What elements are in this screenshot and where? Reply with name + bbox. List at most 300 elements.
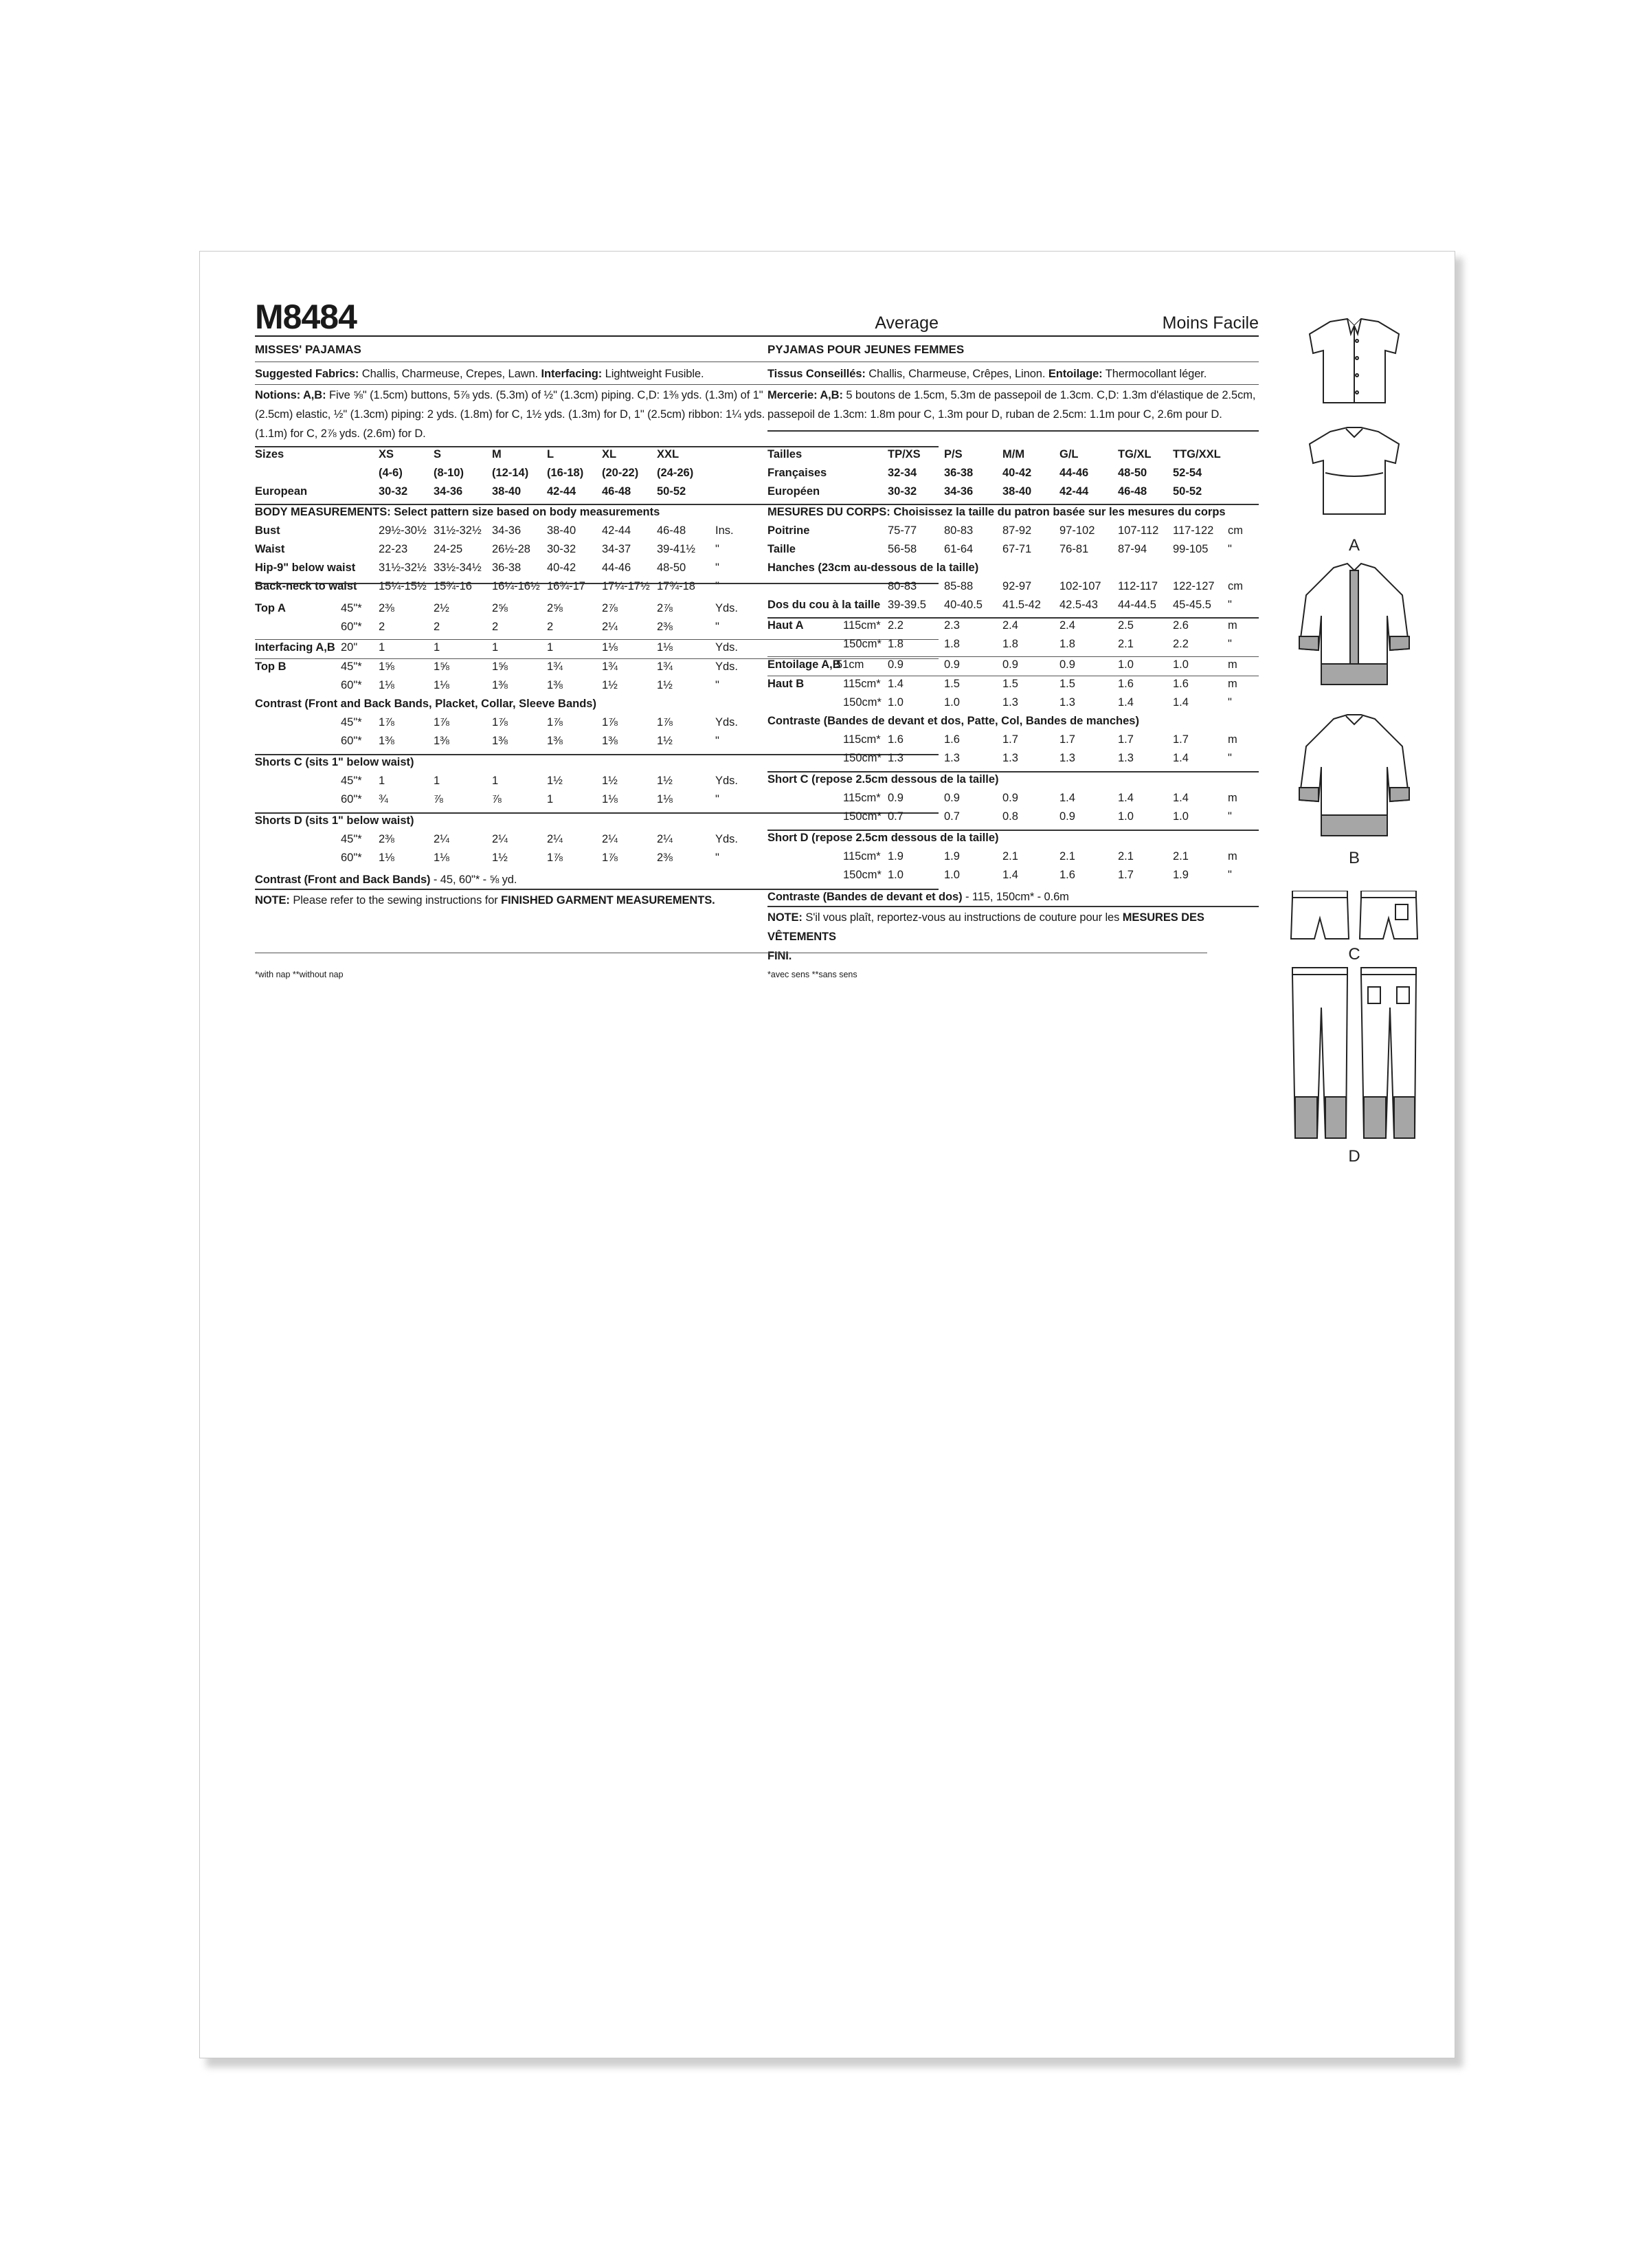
table-row — [767, 733, 1259, 753]
row-label: Interfacing A,B — [255, 641, 335, 654]
table-cell: 39-41½ — [657, 543, 695, 555]
fabric-width: 45"* — [341, 602, 362, 614]
table-cell: 87-92 — [1002, 524, 1032, 537]
table-cell: 42-44 — [602, 524, 631, 537]
note-en — [255, 891, 715, 910]
note-text: S'il vous plaît, reportez-vous au instructions de couture pour les — [802, 911, 1123, 924]
unit: cm — [1228, 524, 1243, 537]
unit: " — [1228, 869, 1232, 881]
table-row — [767, 752, 1259, 771]
table-cell: 1½ — [547, 775, 563, 787]
table-cell: 1½ — [657, 775, 673, 787]
title-en: MISSES' PAJAMAS — [255, 343, 361, 356]
row-label: Bust — [255, 524, 280, 537]
unit: " — [1228, 696, 1232, 709]
table-cell: 1⅝ — [434, 660, 449, 673]
fabric-width: 45"* — [341, 775, 362, 787]
table-cell: 1 — [379, 775, 385, 787]
table-cell: 2 — [547, 621, 554, 633]
table-cell: 2.3 — [944, 619, 960, 632]
table-cell: 1 — [434, 775, 440, 787]
table-cell: 97-102 — [1059, 524, 1095, 537]
table-cell: 1 — [547, 641, 554, 654]
note-label: NOTE: — [255, 894, 290, 907]
table-row — [767, 543, 1259, 562]
tailles-row — [767, 448, 1259, 467]
table-cell: 102-107 — [1059, 580, 1101, 592]
notions-label: Notions: A,B: — [255, 389, 326, 401]
view-illustrations — [1272, 293, 1437, 987]
table-cell: 75-77 — [888, 524, 917, 537]
table-cell: 1.3 — [944, 752, 960, 764]
unit: " — [715, 621, 719, 633]
fabric-width: 150cm* — [843, 696, 882, 709]
pattern-code: M8484 — [255, 298, 357, 336]
table-cell: 1.8 — [944, 638, 960, 650]
table-cell: 26½-28 — [492, 543, 530, 555]
table-cell: 1.9 — [888, 850, 904, 863]
table-cell: 1⅛ — [434, 852, 449, 864]
divider — [767, 656, 1259, 657]
table-cell: 2.1 — [1173, 850, 1189, 863]
table-cell: 1.9 — [1173, 869, 1189, 881]
table-cell: 1.3 — [1059, 696, 1075, 709]
table-cell: 2.1 — [1059, 850, 1075, 863]
table-cell: 33½-34½ — [434, 562, 482, 574]
table-cell: 36-38 — [492, 562, 521, 574]
table-cell: 48-50 — [657, 562, 686, 574]
table-cell: 99-105 — [1173, 543, 1209, 555]
difficulty-fr: Moins Facile — [1162, 313, 1259, 333]
table-cell: 2¼ — [547, 833, 563, 845]
table-cell: 29½-30½ — [379, 524, 427, 537]
contrast-heading: Contrast (Front and Back Bands, Placket, Collar, Sleeve Bands) — [255, 698, 596, 710]
unit: Yds. — [715, 641, 739, 654]
table-cell: 1.5 — [1059, 678, 1075, 690]
table-cell: 31½-32½ — [434, 524, 482, 537]
fabric-width: 150cm* — [843, 810, 882, 823]
row-label: Haut A — [767, 619, 804, 632]
table-row — [767, 599, 1259, 618]
notions-label: Mercerie: A,B: — [767, 389, 843, 401]
table-cell: 1.6 — [1059, 869, 1075, 881]
table-cell: 0.9 — [1002, 792, 1018, 804]
table-cell: 15¾-16 — [434, 580, 472, 592]
row-label: Européen — [767, 485, 820, 498]
fabric-width: 150cm* — [843, 752, 882, 764]
table-cell: 1⅞ — [602, 852, 618, 864]
table-cell: 2.2 — [1173, 638, 1189, 650]
table-cell: (24-26) — [657, 467, 694, 479]
table-cell: 2⅜ — [657, 621, 673, 633]
row-label: Waist — [255, 543, 285, 555]
table-cell: 44-46 — [1059, 467, 1089, 479]
table-cell: 17¾-18 — [657, 580, 695, 592]
view-letter-d: D — [1348, 1147, 1360, 1166]
table-cell: L — [547, 448, 554, 460]
table-cell: 34-36 — [434, 485, 463, 498]
table-cell: 1⅜ — [547, 735, 563, 747]
table-cell: 50-52 — [1173, 485, 1202, 498]
fabric-width: 115cm* — [843, 792, 881, 804]
short-c-heading: Short C (repose 2.5cm dessous de la taille) — [767, 773, 999, 786]
table-cell: 1⅝ — [492, 660, 508, 673]
fabric-width: 150cm* — [843, 869, 882, 881]
fabric-width: 60"* — [341, 621, 362, 633]
table-row — [767, 524, 1259, 544]
table-cell: 2.5 — [1118, 619, 1134, 632]
table-cell: 1 — [434, 641, 440, 654]
table-cell: 1.0 — [1173, 810, 1189, 823]
table-cell: 117-122 — [1173, 524, 1214, 537]
table-cell: 1⅝ — [379, 660, 394, 673]
table-cell: 42-44 — [1059, 485, 1089, 498]
table-cell: 15¼-15½ — [379, 580, 427, 592]
table-cell: 44-46 — [602, 562, 631, 574]
interfacing-text: Thermocollant léger. — [1102, 368, 1207, 380]
table-cell: ⅞ — [492, 793, 502, 805]
table-cell: 2⅞ — [602, 602, 618, 614]
table-cell: 2.1 — [1002, 850, 1018, 863]
fabric-width: 115cm* — [843, 850, 881, 863]
table-cell: 2.4 — [1059, 619, 1075, 632]
unit: " — [715, 543, 719, 555]
table-cell: 40-42 — [547, 562, 576, 574]
table-cell: 16¾-17 — [547, 580, 585, 592]
table-cell: 1.3 — [1002, 752, 1018, 764]
unit: " — [715, 852, 719, 864]
table-cell: 34-37 — [602, 543, 631, 555]
table-cell: 1½ — [492, 852, 508, 864]
table-cell: (8-10) — [434, 467, 464, 479]
table-cell: 32-34 — [888, 467, 917, 479]
view-letter-a: A — [1348, 536, 1360, 555]
table-cell: 1.6 — [1173, 678, 1189, 690]
table-cell: 0.9 — [1059, 810, 1075, 823]
table-cell: 1⅞ — [547, 852, 563, 864]
table-cell: 2 — [434, 621, 440, 633]
note-bold: FINI. — [767, 950, 792, 962]
table-cell: 2¼ — [657, 833, 673, 845]
unit: m — [1228, 792, 1237, 804]
table-cell: 31½-32½ — [379, 562, 427, 574]
notions-fr — [767, 386, 1259, 424]
divider — [767, 504, 1259, 505]
table-cell: 1.7 — [1118, 869, 1134, 881]
table-cell: 107-112 — [1118, 524, 1159, 537]
row-value: - 45, 60"* - ⅝ yd. — [430, 874, 517, 886]
table-cell: 30-32 — [888, 485, 917, 498]
table-cell: 1⅞ — [492, 716, 508, 729]
table-row — [767, 792, 1259, 811]
row-label: Poitrine — [767, 524, 810, 537]
fabrics-fr — [767, 364, 1207, 383]
row-label: Top B — [255, 660, 287, 673]
table-cell: 30-32 — [379, 485, 408, 498]
row-label: Contraste (Bandes de devant et dos) — [767, 891, 963, 903]
table-cell: 1½ — [602, 775, 618, 787]
table-cell: 1 — [492, 641, 499, 654]
interfacing-label: Interfacing: — [541, 368, 603, 380]
table-cell: 1⅛ — [657, 641, 673, 654]
table-cell: 1½ — [657, 735, 673, 747]
table-cell: 38-40 — [1002, 485, 1032, 498]
table-cell: 46-48 — [1118, 485, 1147, 498]
table-cell: TG/XL — [1118, 448, 1152, 460]
table-cell: 52-54 — [1173, 467, 1202, 479]
table-cell: 1.4 — [1118, 696, 1134, 709]
table-cell: 2⅜ — [657, 852, 673, 864]
table-cell: 2⅝ — [547, 602, 563, 614]
table-cell: 1½ — [602, 679, 618, 691]
table-cell: 2⅜ — [379, 833, 394, 845]
table-cell: 1.6 — [888, 733, 904, 746]
table-cell: 16¼-16½ — [492, 580, 540, 592]
table-cell: 1.4 — [1118, 792, 1134, 804]
table-cell: 0.7 — [944, 810, 960, 823]
table-cell: 1¾ — [547, 660, 563, 673]
table-row — [767, 810, 1259, 830]
fabric-width: 60"* — [341, 679, 362, 691]
table-cell: 1.3 — [1059, 752, 1075, 764]
table-cell: 1.4 — [1173, 792, 1189, 804]
unit: Yds. — [715, 833, 739, 845]
table-cell: G/L — [1059, 448, 1079, 460]
view-illustrations-bottoms — [1272, 891, 1437, 1179]
row-label: Sizes — [255, 448, 284, 460]
table-cell: 1⅞ — [602, 716, 618, 729]
fabrics-label: Tissus Conseillés: — [767, 368, 866, 380]
divider — [767, 771, 1259, 772]
row-label: Back-neck to waist — [255, 580, 357, 592]
table-cell: 2⅜ — [379, 602, 394, 614]
notions-line: passepoil de 1.3cm: 1.8m pour C, 1.3m pour D, ruban de 2.5cm: 1.1m pour C, 2.6m pour D. — [767, 408, 1222, 421]
table-cell: 38-40 — [492, 485, 521, 498]
table-cell: 1.0 — [888, 869, 904, 881]
shorts-c-heading: Shorts C (sits 1" below waist) — [255, 756, 414, 768]
table-cell: 1.5 — [944, 678, 960, 690]
table-cell: 1⅜ — [492, 679, 508, 691]
table-cell: 56-58 — [888, 543, 917, 555]
table-cell: 1⅜ — [547, 679, 563, 691]
table-cell: 1.7 — [1059, 733, 1075, 746]
table-cell: 1.3 — [1002, 696, 1018, 709]
divider — [767, 384, 1259, 385]
table-cell: TP/XS — [888, 448, 921, 460]
top-b-back-icon — [1299, 715, 1409, 836]
table-cell: 46-48 — [602, 485, 631, 498]
table-cell: ¾ — [379, 793, 388, 805]
table-cell: 1⅛ — [379, 679, 394, 691]
table-cell: 2¼ — [434, 833, 449, 845]
fabric-width: 45"* — [341, 716, 362, 729]
table-cell: 1.6 — [944, 733, 960, 746]
table-cell: 2.6 — [1173, 619, 1189, 632]
table-cell: 0.9 — [888, 658, 904, 671]
note-bold: MESURES DES VÊTEMENTS — [767, 911, 1204, 943]
title-fr: PYJAMAS POUR JEUNES FEMMES — [767, 343, 965, 356]
table-cell: 1⅛ — [602, 793, 618, 805]
unit: " — [1228, 752, 1232, 764]
table-cell: 76-81 — [1059, 543, 1089, 555]
row-label: Contrast (Front and Back Bands) — [255, 874, 431, 886]
fabric-width: 60"* — [341, 735, 362, 747]
table-cell: 46-48 — [657, 524, 686, 537]
table-cell: TTG/XXL — [1173, 448, 1221, 460]
divider — [767, 430, 1259, 432]
table-cell: 1.0 — [1173, 658, 1189, 671]
table-cell: 17¼-17½ — [602, 580, 650, 592]
table-cell: 42.5-43 — [1059, 599, 1098, 611]
unit: " — [715, 562, 719, 574]
table-cell: 0.9 — [944, 658, 960, 671]
table-row — [767, 658, 1259, 678]
table-cell: 22-23 — [379, 543, 408, 555]
top-b-front-icon — [1299, 564, 1409, 685]
row-label: Entoilage A,B — [767, 658, 841, 671]
table-cell: 1⅜ — [379, 735, 394, 747]
table-cell: 1.4 — [1002, 869, 1018, 881]
unit: " — [715, 735, 719, 747]
notions-line: (1.1m) for C, 2⅞ yds. (2.6m) for D. — [255, 427, 426, 440]
table-cell: 36-38 — [944, 467, 974, 479]
shorts-d-heading: Shorts D (sits 1" below waist) — [255, 814, 414, 827]
unit: m — [1228, 678, 1237, 690]
fabric-width: 115cm* — [843, 733, 881, 746]
unit: m — [1228, 850, 1237, 863]
table-cell: 0.9 — [888, 792, 904, 804]
unit: Yds. — [715, 716, 739, 729]
table-cell: 1⅛ — [657, 793, 673, 805]
table-cell: 2¼ — [602, 621, 618, 633]
table-cell: 0.9 — [944, 792, 960, 804]
table-cell: 1.4 — [1173, 752, 1189, 764]
table-cell: 40-42 — [1002, 467, 1032, 479]
table-cell: 1 — [379, 641, 385, 654]
short-d-heading: Short D (repose 2.5cm dessous de la taille) — [767, 832, 999, 844]
contraste-heading: Contraste (Bandes de devant et dos, Patte, Col, Bandes de manches) — [767, 715, 1139, 727]
table-cell: M/M — [1002, 448, 1025, 460]
table-cell: 1.0 — [1118, 658, 1134, 671]
table-row — [767, 678, 1259, 697]
table-cell: 34-36 — [944, 485, 974, 498]
unit: " — [1228, 810, 1232, 823]
row-label: Taille — [767, 543, 796, 555]
pants-d-icon — [1292, 968, 1416, 1138]
table-cell: 2 — [492, 621, 499, 633]
table-cell: 0.7 — [888, 810, 904, 823]
unit: " — [1228, 543, 1232, 555]
table-cell: 1⅞ — [379, 716, 394, 729]
fabrics-text: Challis, Charmeuse, Crepes, Lawn. — [359, 368, 541, 380]
table-cell: 1.5 — [1002, 678, 1018, 690]
table-cell: 0.8 — [1002, 810, 1018, 823]
shorts-c-icon — [1291, 891, 1417, 939]
fabric-width: 60"* — [341, 793, 362, 805]
unit: m — [1228, 619, 1237, 632]
footnote-fr: *avec sens **sans sens — [767, 970, 857, 979]
table-cell: 1¾ — [657, 660, 673, 673]
table-cell: 1⅞ — [434, 716, 449, 729]
fabric-width: 45"* — [341, 833, 362, 845]
table-cell: 2⅞ — [657, 602, 673, 614]
table-cell: 1⅛ — [434, 679, 449, 691]
table-cell: 48-50 — [1118, 467, 1147, 479]
row-label: Françaises — [767, 467, 827, 479]
table-row — [767, 696, 1259, 715]
table-cell: 45-45.5 — [1173, 599, 1211, 611]
fabric-width: 60"* — [341, 852, 362, 864]
table-row — [767, 580, 1259, 599]
table-cell: 1⅞ — [547, 716, 563, 729]
divider — [767, 906, 1259, 907]
unit: m — [1228, 658, 1237, 671]
table-cell: 42-44 — [547, 485, 576, 498]
fabric-width: 20" — [341, 641, 358, 654]
fabric-width: 115cm* — [843, 678, 881, 690]
table-cell: 0.9 — [1059, 658, 1075, 671]
unit: " — [715, 793, 719, 805]
table-cell: 1.8 — [888, 638, 904, 650]
table-cell: 1.8 — [1002, 638, 1018, 650]
table-cell: 2 — [379, 621, 385, 633]
unit: Yds. — [715, 775, 739, 787]
table-cell: 85-88 — [944, 580, 974, 592]
top-a-back-icon — [1310, 427, 1399, 514]
unit: " — [715, 580, 719, 592]
table-cell: XXL — [657, 448, 680, 460]
table-cell: 1.0 — [1118, 810, 1134, 823]
table-cell: S — [434, 448, 442, 460]
unit: " — [715, 679, 719, 691]
table-row — [767, 869, 1259, 888]
table-cell: 1¾ — [602, 660, 618, 673]
table-cell: 1.0 — [888, 696, 904, 709]
table-cell: 1.3 — [888, 752, 904, 764]
table-cell: 39-39.5 — [888, 599, 926, 611]
row-label: Top A — [255, 602, 286, 614]
row-label: European — [255, 485, 308, 498]
table-cell: XL — [602, 448, 617, 460]
table-cell: 38-40 — [547, 524, 576, 537]
pattern-envelope-back — [199, 251, 1455, 2058]
interfacing-text: Lightweight Fusible. — [602, 368, 704, 380]
difficulty-en: Average — [875, 313, 939, 333]
table-cell: 2¼ — [492, 833, 508, 845]
table-cell: M — [492, 448, 502, 460]
table-cell: 0.9 — [1002, 658, 1018, 671]
table-cell: 87-94 — [1118, 543, 1147, 555]
francaises-row — [767, 467, 1259, 486]
table-cell: 30-32 — [547, 543, 576, 555]
table-cell: 1½ — [657, 679, 673, 691]
note-label: NOTE: — [767, 911, 803, 924]
note-bold: FINISHED GARMENT MEASUREMENTS. — [501, 894, 715, 907]
unit: Yds. — [715, 660, 739, 673]
fabric-width: 150cm* — [843, 638, 882, 650]
unit: " — [1228, 599, 1232, 611]
fabric-width: 115cm* — [843, 619, 881, 632]
table-cell: 41.5-42 — [1002, 599, 1041, 611]
fabric-width: 45"* — [341, 660, 362, 673]
table-cell: 1.0 — [944, 696, 960, 709]
divider — [255, 446, 939, 447]
table-cell: 61-64 — [944, 543, 974, 555]
table-cell: 1.7 — [1173, 733, 1189, 746]
table-cell: 2.2 — [888, 619, 904, 632]
table-cell: (20-22) — [602, 467, 639, 479]
fabric-width: 51cm — [836, 658, 864, 671]
